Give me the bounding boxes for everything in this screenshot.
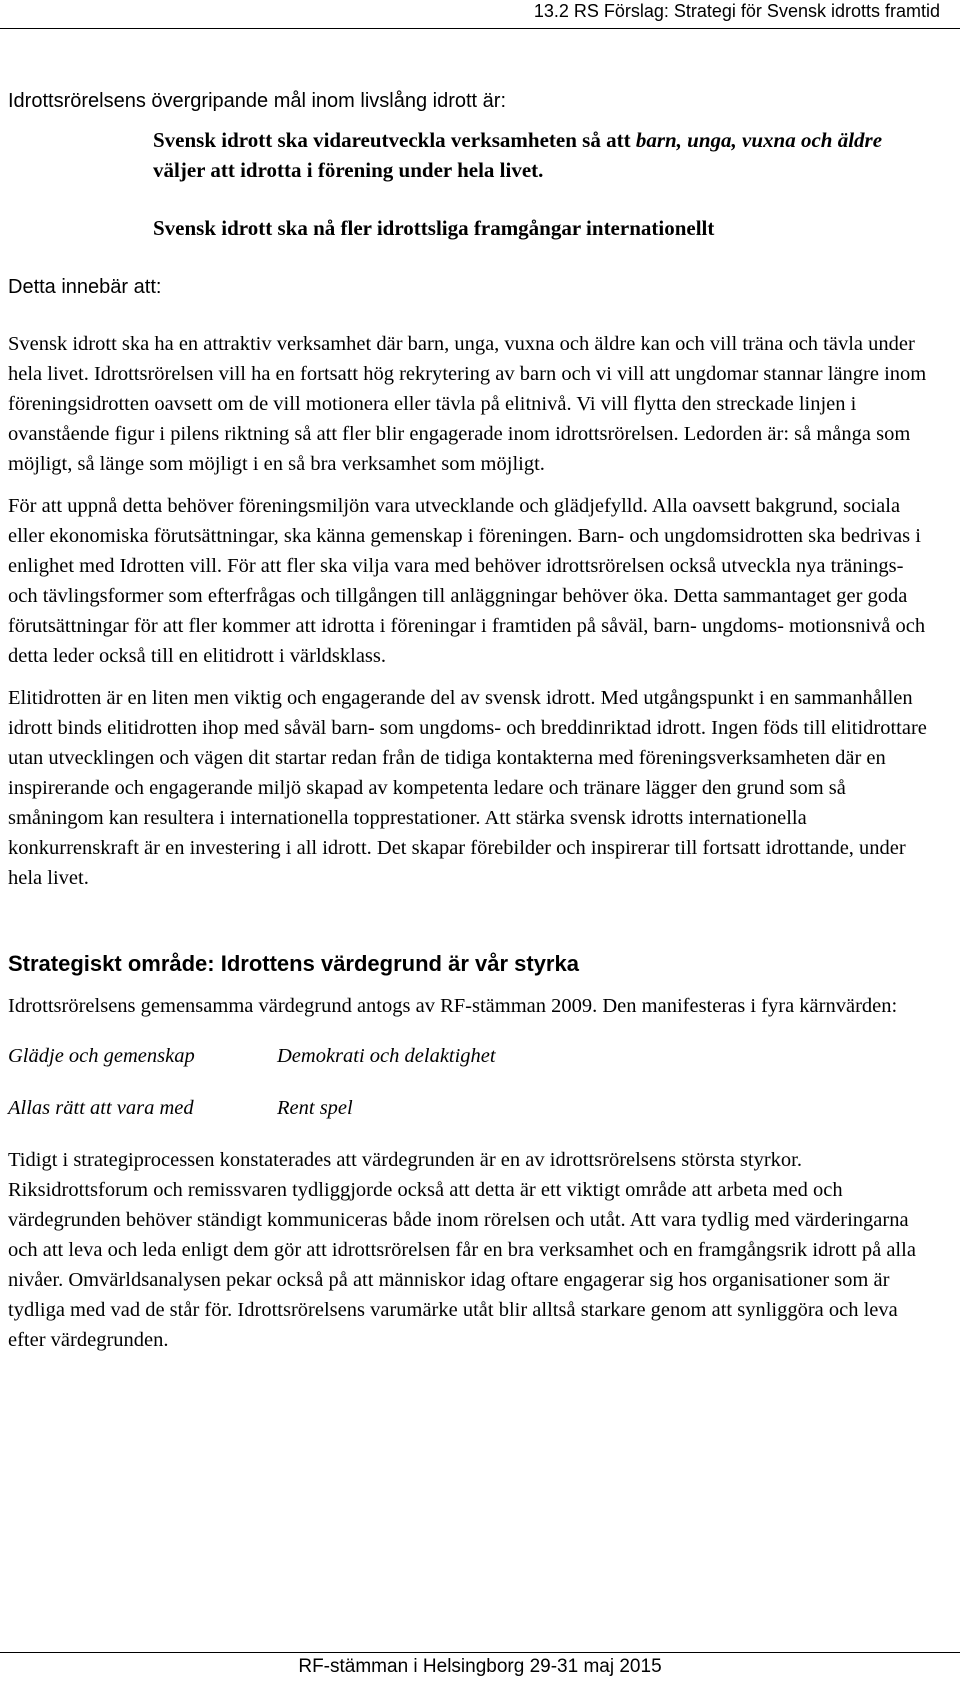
section-closing: Tidigt i strategiprocessen konstaterades att värdegrunden är en av idrottsrörelsens största styrkor. Riksidrottsforum och remissvaren tydliggjorde också att detta är ett viktigt område att arbeta med och värdegrunden behöver ständigt kommuniceras både inom rörelsen och utåt. Att vara tydlig med värderingarna och att leva och leda enligt dem gör att idrottsrörelsen får en bra verksamhet och en framgångsrik idrott på alla nivåer. Omvärldsanalysen pekar också på att människor idag oftare engagerar sig hos organisationer som är tydliga med vad de står för. Idrottsrörelsens varumärke utåt blir alltså starkare genom att synliggöra och leva efter värdegrunden. — [8, 1149, 916, 1351]
page-header — [0, 0, 960, 29]
core-value: Demokrati och delaktighet — [277, 1045, 496, 1067]
paragraph-1: Svensk idrott ska ha en attraktiv verksamhet där barn, unga, vuxna och äldre kan och vill träna och tävla under hela livet. Idrottsrörelsen vill ha en fortsatt hög rekrytering av barn och vi vill att ungdomar stannar längre inom föreningsidrotten oavsett om de vill motionera eller tävla på elitnivå. Vi vill flytta den streckade linjen i ovanstående figur i pilens riktning så att fler blir engagerade inom idrottsrörelsen. Ledorden är: så många som möjligt, så länge som möjligt i en så bra verksamhet som möjligt. — [8, 333, 927, 475]
intro-text: Idrottsrörelsens övergripande mål inom livslång idrott är: — [8, 90, 506, 112]
goal-1-part1: Svensk idrott ska vidareutveckla verksamheten så att — [153, 128, 636, 152]
paragraph-2: För att uppnå detta behöver föreningsmiljön vara utvecklande och glädjefylld. Alla oavsett bakgrund, sociala eller ekonomiska förutsättningar, ska känna gemenskap i föreningen. Barn- och ungdomsidrotten ska bedrivas i enlighet med Idrotten vill. För att fler ska vilja vara med behöver idrottsrörelsen också utveckla nya tränings- och tävlingsformer som efterfrågas och tillgången till anläggningar behöver öka. Detta sammantaget ger goda förutsättningar för att fler kommer att idrotta i föreningar i framtiden på såväl, barn- ungdoms- motionsnivå och detta leder också till en elitidrott i världsklass. — [8, 495, 926, 667]
goal-1-italic: barn, unga, vuxna och äldre — [635, 128, 883, 152]
header-title: 13.2 RS Förslag: Strategi för Svensk idrotts framtid — [533, 1, 940, 21]
paragraph-3: Elitidrotten är en liten men viktig och engagerande del av svensk idrott. Med utgångspunkt i en sammanhållen idrott binds elitidrotten ihop med såväl barn- som ungdoms- och breddinriktad idrott. Ingen föds till elitidrottare utan utvecklingen och vägen dit startar redan från de tidiga kontakterna med föreningsverksamheten där en inspirerande och engagerande miljö skapad av kompetenta ledare och tränare lägger den grund som så småningom kan resultera i internationella topprestationer. Att stärka svensk idrotts internationella konkurrenskraft är en investering i all idrott. Det skapar förebilder och inspirerar till fortsatt idrottande, under hela livet. — [8, 687, 927, 889]
core-values — [8, 1041, 938, 1123]
goal-1 — [153, 125, 938, 185]
goal-1-part2-text: väljer att idrotta i förening under hela livet. — [153, 158, 544, 182]
footer-divider — [0, 1652, 960, 1653]
core-value: Glädje och gemenskap — [8, 1045, 195, 1067]
document-body — [8, 86, 938, 1367]
core-value: Rent spel — [277, 1097, 353, 1119]
page-footer: RF-stämman i Helsingborg 29-31 maj 2015 — [298, 1656, 662, 1677]
goal-2: Svensk idrott ska nå fler idrottsliga framgångar internationellt — [153, 216, 715, 240]
section-heading: Strategiskt område: Idrottens värdegrund är vår styrka — [8, 951, 579, 976]
core-value: Allas rätt att vara med — [8, 1097, 194, 1119]
section-intro: Idrottsrörelsens gemensamma värdegrund antogs av RF-stämman 2009. Den manifesteras i fyra kärnvärden: — [8, 995, 898, 1017]
detta-label: Detta innebär att: — [8, 276, 162, 298]
